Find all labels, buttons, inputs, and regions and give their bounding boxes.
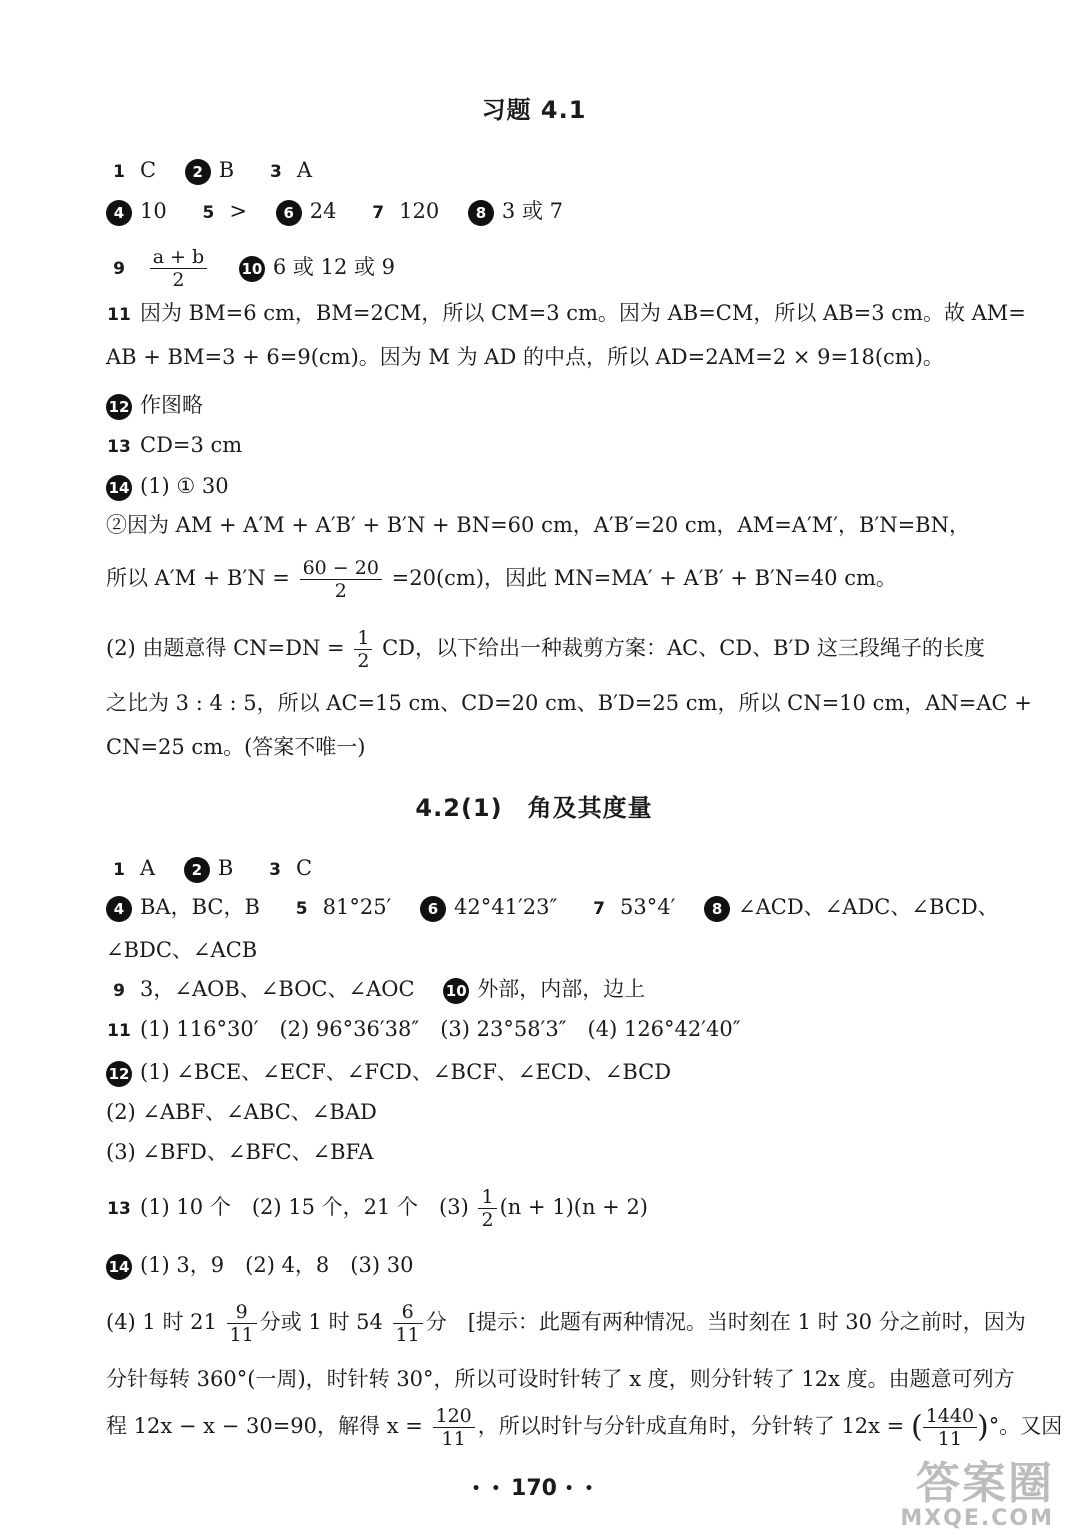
fraction bbox=[354, 627, 372, 672]
fraction bbox=[150, 246, 208, 291]
question-number-circled: 8 bbox=[468, 200, 494, 226]
answer-text: AB + BM=3 + 6=9(cm)。因为 M 为 AD 的中点，所以 AD=2AM=2 × 9=18(cm)。 bbox=[106, 345, 944, 369]
s2-line-5 bbox=[106, 1014, 1028, 1044]
question-number-circled: 4 bbox=[106, 200, 132, 226]
s2-line-10 bbox=[106, 1250, 1028, 1280]
question-number: 7 bbox=[593, 898, 605, 919]
question-number: 5 bbox=[295, 898, 308, 919]
s1-line-1 bbox=[106, 155, 1028, 185]
answer-text: 分针每转 360°(一周)，时针转 30°，所以可设时针转了 x 度，则分针转了 12x 度。由题意可列方 bbox=[106, 1367, 1015, 1391]
s1-line-9 bbox=[106, 510, 1028, 540]
question-number-circled: 14 bbox=[106, 1254, 132, 1280]
answer: 53°4′ bbox=[619, 895, 676, 919]
question-number: 11 bbox=[107, 304, 131, 325]
page-number: 170 bbox=[511, 1476, 557, 1501]
s2-line-2 bbox=[106, 892, 1028, 922]
fraction-numerator: 1 bbox=[354, 627, 372, 650]
question-number-circled: 2 bbox=[184, 857, 210, 883]
question-number: 1 bbox=[113, 859, 125, 880]
question-number-circled: 4 bbox=[106, 896, 132, 922]
fraction bbox=[923, 1405, 977, 1450]
fraction-numerator: a + b bbox=[150, 246, 208, 269]
s2-line-13 bbox=[106, 1402, 1063, 1452]
answer-text: CN=25 cm。(答案不唯一) bbox=[106, 735, 366, 759]
fraction-denominator: 11 bbox=[229, 1324, 254, 1346]
answer: 3 或 7 bbox=[501, 199, 563, 223]
answer-text: =20(cm)，因此 MN=MA′ + A′B′ + B′N=40 cm。 bbox=[391, 566, 897, 590]
answer: BA，BC，B bbox=[140, 895, 260, 919]
question-number: 13 bbox=[107, 436, 131, 457]
fraction-numerator: 60 − 20 bbox=[300, 557, 382, 580]
answer-text: (3) ∠BFD、∠BFC、∠BFA bbox=[106, 1140, 374, 1164]
fraction bbox=[300, 557, 382, 602]
answer-text: (1) 116°30′ (2) 96°36′38″ (3) 23°58′3″ (4) 126°42′40″ bbox=[140, 1017, 741, 1041]
question-number-circled: 14 bbox=[106, 475, 132, 501]
fraction-denominator: 2 bbox=[172, 269, 185, 291]
answer: 10 bbox=[140, 199, 167, 223]
s1-line-11 bbox=[106, 624, 1028, 672]
question-number: 3 bbox=[269, 859, 281, 880]
s2-line-7 bbox=[106, 1097, 1028, 1127]
s2-line-11 bbox=[106, 1298, 1028, 1346]
fraction-numerator: 1 bbox=[478, 1186, 496, 1209]
answer-text: ，所以时针与分针成直角时，分针转了 12x = bbox=[477, 1414, 905, 1438]
answer-text: 所以 A′M + B′N = bbox=[106, 566, 290, 590]
s1-line-7 bbox=[106, 430, 1028, 460]
answer-text: (1) 10 个 (2) 15 个，21 个 (3) bbox=[140, 1195, 469, 1219]
answer-text: 程 12x − x − 30=90，解得 x = bbox=[106, 1414, 423, 1438]
s1-line-13 bbox=[106, 732, 1028, 762]
answer-text: ∠BDC、∠ACB bbox=[106, 938, 258, 962]
s2-line-4 bbox=[106, 974, 1028, 1004]
answer: C bbox=[295, 856, 313, 880]
answer: 120 bbox=[399, 199, 440, 223]
paren-close: ) bbox=[977, 1409, 989, 1445]
question-number: 9 bbox=[113, 980, 125, 1001]
answer-text: 分或 1 时 54 bbox=[259, 1310, 383, 1334]
fraction-denominator: 11 bbox=[441, 1428, 466, 1450]
s2-line-12 bbox=[106, 1364, 1028, 1394]
s1-line-6 bbox=[106, 390, 1028, 420]
answer-text: 之比为 3 : 4 : 5，所以 AC=15 cm、CD=20 cm、B′D=25 cm，所以 CN=10 cm，AN=AC + bbox=[106, 691, 1032, 715]
s2-line-9 bbox=[106, 1183, 1028, 1231]
answer: 外部，内部，边上 bbox=[477, 977, 646, 1001]
section-title-4-2-1: 4.2(1) 角及其度量 bbox=[415, 794, 653, 822]
fraction bbox=[227, 1301, 257, 1346]
answer-text: CD，以下给出一种裁剪方案：AC、CD、B′D 这三段绳子的长度 bbox=[382, 636, 985, 660]
answer: A bbox=[296, 158, 313, 182]
fraction-denominator: 11 bbox=[395, 1324, 420, 1346]
answer: C bbox=[140, 158, 157, 182]
s2-line-6 bbox=[106, 1057, 1028, 1087]
answer: 6 或 12 或 9 bbox=[272, 255, 396, 279]
answer: ∠ACD、∠ADC、∠BCD、 bbox=[738, 895, 999, 919]
s1-line-10 bbox=[106, 554, 1028, 602]
answer-text: CD=3 cm bbox=[140, 433, 243, 457]
question-number-circled: 6 bbox=[420, 896, 446, 922]
fraction-numerator: 9 bbox=[227, 1301, 257, 1324]
fraction-denominator: 11 bbox=[937, 1428, 962, 1450]
fraction-denominator: 2 bbox=[481, 1209, 494, 1231]
answer-text: 分 [提示：此题有两种情况。当时刻在 1 时 30 分之前时，因为 bbox=[425, 1310, 1026, 1334]
answer: B bbox=[218, 158, 235, 182]
answer-text: ②因为 AM + A′M + A′B′ + B′N + BN=60 cm，A′B′=20 cm，AM=A′M′，B′N=BN， bbox=[106, 513, 970, 537]
watermark-text: 答案圈 bbox=[916, 1458, 1054, 1509]
question-number-circled: 2 bbox=[185, 159, 211, 185]
answer: B bbox=[217, 856, 234, 880]
question-number-circled: 8 bbox=[704, 896, 730, 922]
fraction-numerator: 1440 bbox=[923, 1405, 977, 1428]
answer: 3，∠AOB、∠BOC、∠AOC bbox=[140, 977, 415, 1001]
answer-text: (1) ① 30 bbox=[140, 474, 229, 498]
paren-open: ( bbox=[910, 1409, 923, 1445]
answer-text: 作图略 bbox=[140, 393, 203, 417]
s1-line-8 bbox=[106, 471, 1028, 501]
answer-text: 因为 BM=6 cm，BM=2CM，所以 CM=3 cm。因为 AB=CM，所以 AB=3 cm。故 AM= bbox=[140, 301, 1026, 325]
answer: 24 bbox=[309, 199, 337, 223]
fraction-numerator: 120 bbox=[433, 1405, 475, 1428]
question-number: 3 bbox=[269, 161, 282, 182]
s2-line-8 bbox=[106, 1137, 1028, 1167]
s1-line-3 bbox=[106, 243, 1028, 291]
answer: A bbox=[140, 856, 156, 880]
question-number-circled: 10 bbox=[443, 978, 469, 1004]
question-number: 1 bbox=[113, 161, 125, 182]
s1-line-4 bbox=[106, 298, 1028, 328]
s2-line-1 bbox=[106, 853, 1028, 883]
fraction bbox=[478, 1186, 496, 1231]
fraction-denominator: 2 bbox=[334, 580, 347, 602]
watermark-url: MXQE.COM bbox=[900, 1506, 1054, 1531]
fraction bbox=[433, 1405, 475, 1450]
question-number-circled: 12 bbox=[106, 394, 132, 420]
answer: 81°25′ bbox=[322, 895, 392, 919]
fraction bbox=[393, 1301, 423, 1346]
footer-dots-left: • • bbox=[471, 1481, 504, 1497]
answer-text: °。又因 bbox=[988, 1414, 1063, 1438]
answer-text: (1) 3，9 (2) 4，8 (3) 30 bbox=[140, 1253, 414, 1277]
question-number-circled: 6 bbox=[276, 200, 302, 226]
section-title-4-1: 习题 4.1 bbox=[481, 96, 587, 124]
watermark-logo bbox=[900, 1458, 1054, 1531]
question-number-circled: 10 bbox=[239, 256, 265, 282]
footer-dots-right: • • bbox=[564, 1481, 597, 1497]
s1-line-2 bbox=[106, 196, 1028, 226]
question-number: 5 bbox=[202, 202, 215, 223]
fraction-numerator: 6 bbox=[393, 1301, 423, 1324]
question-number: 7 bbox=[372, 202, 385, 223]
answer: 42°41′23″ bbox=[454, 895, 558, 919]
question-number: 11 bbox=[107, 1020, 131, 1041]
answer-text: (n + 1)(n + 2) bbox=[499, 1195, 648, 1219]
question-number: 9 bbox=[113, 258, 125, 279]
question-number: 13 bbox=[107, 1198, 131, 1219]
s1-line-5 bbox=[106, 342, 1028, 372]
answer-text: (1) ∠BCE、∠ECF、∠FCD、∠BCF、∠ECD、∠BCD bbox=[140, 1060, 672, 1084]
answer: > bbox=[229, 199, 248, 223]
s1-line-12 bbox=[106, 688, 1032, 718]
answer-text: (2) 由题意得 CN=DN = bbox=[106, 636, 345, 660]
fraction-denominator: 2 bbox=[357, 650, 370, 672]
answer-text: (2) ∠ABF、∠ABC、∠BAD bbox=[106, 1100, 377, 1124]
question-number-circled: 12 bbox=[106, 1061, 132, 1087]
answer-text: (4) 1 时 21 bbox=[106, 1310, 217, 1334]
s2-line-3 bbox=[106, 935, 1028, 965]
